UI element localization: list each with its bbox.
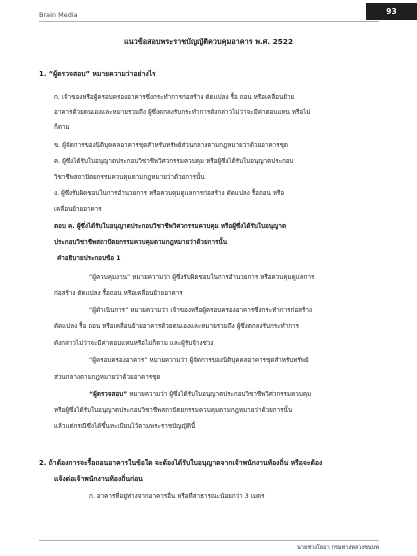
option-line: ค. ผู้ซึ่งได้รับใบอนุญาตประกอบวิชาชีพวิศวกรรมควบคุม หรือผู้ซึ่งได้รับใบอนุญาตประกอบ [54, 158, 294, 165]
definition-text: หมายความว่า ผู้ซึ่งได้รับใบอนุญาตประกอบวิชาชีพวิศวกรรมควบคุม [129, 391, 312, 398]
brand-label: Brain Media [39, 11, 78, 19]
explanation-line [89, 390, 311, 400]
explanation-line: “ผู้ควบคุมงาน” หมายความว่า ผู้ซึ่งรับผิดชอบในการอำนวยการ หรือควบคุมดูแลการ [89, 274, 315, 281]
answer-line: ตอบ ค. ผู้ซึ่งได้รับใบอนุญาตประกอบวิชาชีพวิศวกรรมควบคุม หรือผู้ซึ่งได้รับใบอนุญาต [54, 223, 287, 230]
explanation-line: “ผู้ครอบครองอาคาร” หมายความว่า ผู้จัดการของนิติบุคคลอาคารชุดสำหรับทรัพย์ [89, 357, 309, 364]
header-divider [39, 21, 379, 22]
explanation-line: หรือผู้ซึ่งได้รับใบอนุญาตประกอบวิชาชีพสถาปัตยกรรมควบคุมตามกฎหมายว่าด้วยการนั้น [54, 407, 293, 414]
answer-line: ประกอบวิชาชีพสถาปัตยกรรมควบคุมตามกฎหมายว่าด้วยการนั้น [54, 239, 227, 246]
question-1-heading [39, 69, 156, 79]
option-line: ข. ผู้จัดการของนิติบุคคลอาคารชุดสำหรับทรัพย์ส่วนกลางตามกฎหมายว่าด้วยอาคารชุด [54, 142, 288, 149]
footer-credit: นายช่างโยธา กรมทางหลวงชนบท [296, 545, 379, 551]
explanation-line: แล้วแต่กรณีซึ่งได้ขึ้นทะเบียนไว้ตามพระราชบัญญัตินี้ [54, 423, 196, 430]
explanation-line: ก่อสร้าง ดัดแปลง รื้อถอน หรือเคลื่อนย้ายอาคาร [54, 290, 183, 297]
question-number: 1. [39, 70, 47, 78]
explanation-heading: คำอธิบายประกอบข้อ 1 [57, 255, 121, 262]
option-line: ง. ผู้ซึ่งรับผิดชอบในการอำนวยการ หรือควบคุมดูแลการก่อสร้าง ดัดแปลง รื้อถอน หรือ [54, 190, 285, 197]
question-term: “ผู้ตรวจสอบ” [48, 70, 91, 78]
explanation-line: “ผู้ดำเนินการ” หมายความว่า เจ้าของหรือผู้ครอบครองอาคารซึ่งกระทำการก่อสร้าง [89, 307, 312, 314]
option-line: ก. เจ้าของหรือผู้ครอบครองอาคารซึ่งกระทำการก่อสร้าง ดัดแปลง รื้อ ถอน หรือเคลื่อนย้าย [54, 94, 295, 101]
question-2-heading: 2. ถ้าต้องการจะรื้อถอนอาคารในข้อใด จะต้องได้รับใบอนุญาตจากเจ้าพนักงานท้องถิ่น หรือจะต้อง [39, 459, 323, 467]
question-text: หมายความว่าอย่างไร [92, 70, 156, 78]
footer-divider [39, 540, 379, 541]
option-line: อาคารด้วยตนเองและหมายรวมถึง ผู้ซึ่งตกลงรับกระทำการดังกล่าวไม่ว่าจะมีค่าตอบแทน หรือไม่ [54, 109, 311, 116]
option-line: เคลื่อนย้ายอาคาร [54, 206, 102, 213]
option-line: วิชาชีพสถาปัตยกรรมควบคุมตามกฎหมายว่าด้วยการนั้น [54, 174, 205, 181]
page-number-badge: 93 [366, 3, 417, 20]
explanation-line: ส่วนกลางตามกฎหมายว่าด้วยอาคารชุด [54, 374, 161, 381]
defined-term: “ผู้ตรวจสอบ” [89, 391, 128, 398]
explanation-line: ดังกล่าวไม่ว่าจะมีค่าตอบแทนหรือไม่ก็ตาม และผู้รับจ้างช่วง [54, 340, 214, 347]
document-title: แนวข้อสอบพระราชบัญญัติควบคุมอาคาร พ.ศ. 2522 [123, 37, 294, 46]
explanation-line: ดัดแปลง รื้อ ถอน หรือเคลื่อนย้ายอาคารด้วยตนเองและหมายรวมถึง ผู้ซึ่งตกลงรับกระทำการ [54, 323, 299, 330]
option-line: ก็ตาม [54, 124, 70, 131]
question-2-heading-continued: แจ้งต่อเจ้าพนักงานท้องถิ่นก่อน [54, 475, 143, 483]
option-line: ก. อาคารที่อยู่ห่างจากอาคารอื่น หรือที่สาธารณะน้อยกว่า 3 เมตร [89, 493, 265, 500]
